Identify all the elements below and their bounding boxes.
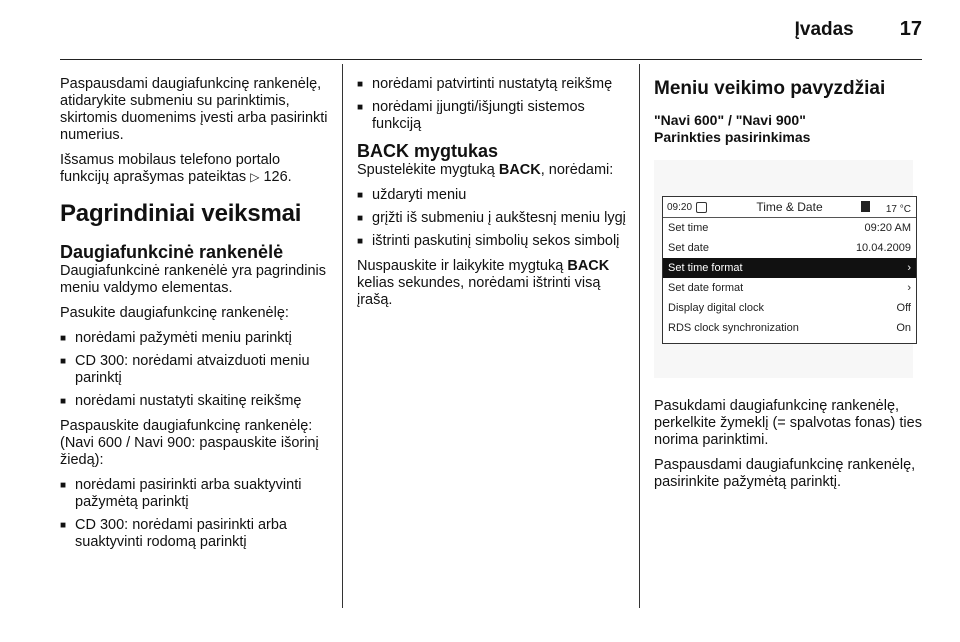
display-frame	[662, 196, 917, 344]
bullet-list	[357, 76, 629, 133]
menu-row	[663, 298, 916, 318]
page-reference[interactable]: 126.	[263, 169, 292, 185]
menu-value: Off	[896, 301, 911, 314]
paragraph: Pasukite daugiafunkcinę rankenėlę:	[60, 305, 289, 321]
menu-row	[663, 218, 916, 238]
subsection-heading: Daugiafunkcinė rankenėlė	[60, 242, 284, 262]
menu-value: 09:20 AM	[864, 221, 911, 234]
subsection-heading: BACK mygtukas	[357, 141, 499, 161]
model-subheading: "Navi 600" / "Navi 900"	[654, 112, 806, 128]
text: Spustelėkite mygtuką	[357, 162, 495, 178]
menu-value: On	[896, 321, 911, 334]
display-status-bar	[663, 197, 916, 218]
menu-row	[663, 238, 916, 258]
list-item: ■ norėdami patvirtinti nustatytą reikšmę	[357, 76, 629, 93]
button-name: BACK	[567, 258, 610, 274]
button-name: BACK	[498, 162, 541, 178]
clock-readout: 09:20	[667, 201, 693, 213]
text: kelias sekundes, norėdami ištrinti visą įrašą.	[357, 275, 601, 308]
list-item: ■ norėdami pažymėti meniu parinktį	[60, 330, 332, 347]
section-heading: Pagrindiniai veiksmai	[60, 200, 302, 227]
bullet-list	[357, 187, 629, 250]
chevron-right-icon: ›	[907, 281, 911, 294]
text: Nuspauskite ir laikykite mygtuką	[357, 258, 564, 274]
menu-label: Set date format	[668, 281, 744, 294]
page-number: 17	[899, 18, 922, 40]
header-divider	[60, 59, 922, 60]
list-item: ■ norėdami nustatyti skaitinę reikšmę	[60, 393, 332, 410]
menu-row	[663, 278, 916, 298]
paragraph: Paspausdami daugiafunkcinę rankenėlę, pasirinkite pažymėtą parinktį.	[654, 457, 916, 490]
list-item: ■ ištrinti paskutinį simbolių sekos simbolį	[357, 233, 629, 250]
arrow-reference-icon: ▷	[250, 170, 260, 184]
bullet-list	[60, 477, 332, 551]
list-item: ■ norėdami pasirinkti arba suaktyvinti pažymėtą parinktį	[60, 477, 332, 511]
list-item: ■ grįžti iš submeniu į aukštesnį meniu lygį	[357, 210, 629, 227]
phone-icon	[861, 201, 870, 212]
list-item: ■ norėdami įjungti/išjungti sistemos funkciją	[357, 99, 629, 133]
paragraph: Pasukdami daugiafunkcinę rankenėlę, perkelkite žymeklį (= spalvotas fonas) ties norima parinktimi.	[654, 398, 922, 448]
text: , norėdami:	[540, 162, 614, 178]
list-item: ■ CD 300: norėdami atvaizduoti meniu parinktį	[60, 353, 332, 387]
section-heading: Meniu veikimo pavyzdžiai	[654, 78, 886, 99]
header-title: Įvadas	[794, 19, 854, 40]
paragraph: Daugiafunkcinė rankenėlė yra pagrindinis meniu valdymo elementas.	[60, 263, 326, 296]
column-3	[654, 78, 924, 499]
display-screenshot	[654, 160, 913, 378]
column-1	[60, 76, 332, 559]
chevron-right-icon: ›	[907, 261, 911, 274]
page-header	[795, 18, 922, 48]
bullet-list	[60, 330, 332, 410]
temperature-readout: 17 °C	[885, 204, 911, 215]
menu-value: 10.04.2009	[855, 241, 911, 254]
menu-label: Set date	[668, 241, 709, 254]
paragraph: Paspauskite daugiafunkcinę rankenėlę: (Navi 600 / Navi 900: paspauskite išorinį žiedą):	[60, 418, 319, 468]
menu-label: Set time	[668, 221, 709, 234]
list-item: ■ uždaryti meniu	[357, 187, 629, 204]
column-divider-1	[342, 64, 343, 608]
menu-row-selected	[663, 258, 916, 278]
topic-subheading: Parinkties pasirinkimas	[654, 129, 811, 145]
column-divider-2	[639, 64, 640, 608]
paragraph	[60, 152, 332, 186]
paragraph	[357, 258, 629, 309]
text: Išsamus mobilaus telefono portalo funkcijų aprašymas pateiktas	[60, 152, 281, 185]
menu-label: Display digital clock	[668, 301, 764, 314]
paragraph	[357, 162, 629, 179]
column-2	[357, 76, 629, 317]
paragraph: Paspausdami daugiafunkcinę rankenėlę, atidarykite submeniu su parinktimis, skirtomis duomenims įvesti arba pasirinkti numerius.	[60, 76, 328, 143]
menu-row	[663, 318, 916, 338]
menu-label: RDS clock synchronization	[668, 321, 799, 334]
list-item: ■ CD 300: norėdami pasirinkti arba suaktyvinti rodomą parinktį	[60, 517, 332, 551]
display-title: Time & Date	[756, 199, 823, 214]
menu-label: Set time format	[668, 261, 743, 274]
